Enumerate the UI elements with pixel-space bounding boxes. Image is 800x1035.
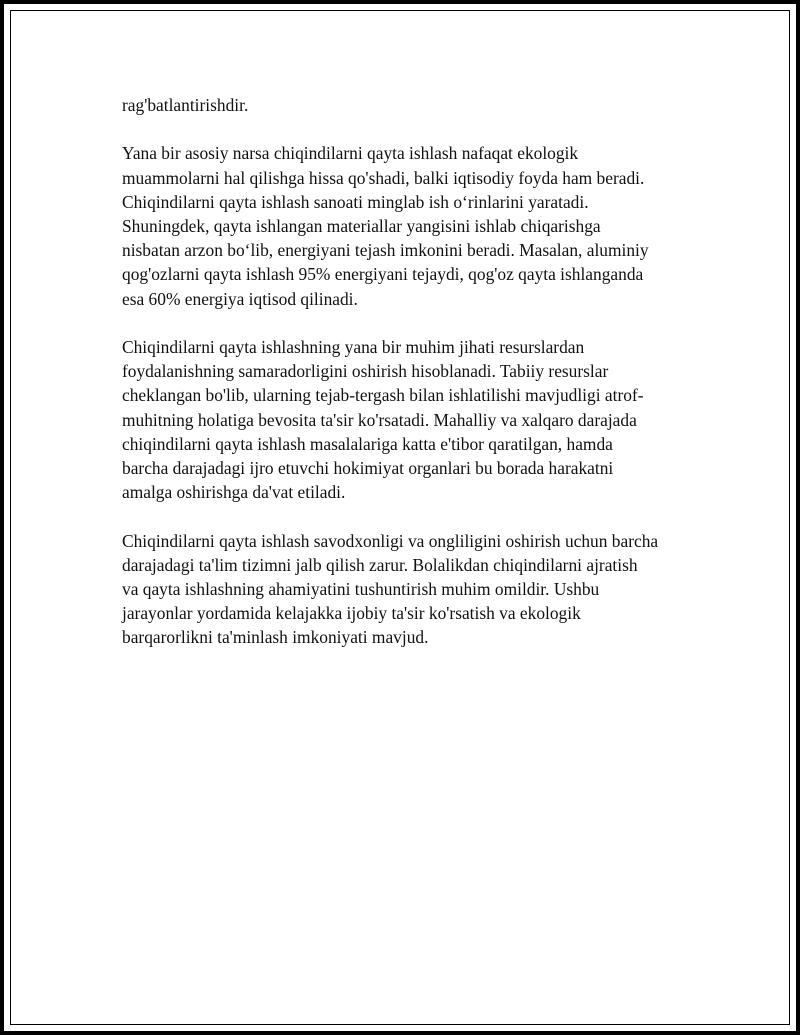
text-line: Shuningdek, qayta ishlangan materiallar yangisini ishlab chiqarishga	[122, 216, 601, 236]
text-line: qog'ozlarni qayta ishlash 95% energiyani tejaydi, qog'oz qayta ishlanganda	[122, 264, 644, 285]
paragraph-4	[122, 529, 692, 650]
text-line: barqarorlikni ta'minlash imkoniyati mavjud.	[122, 627, 429, 648]
paragraph-2	[122, 141, 692, 310]
text-line: chiqindilarni qayta ishlash masalalariga katta e'tibor qaratilgan, hamda	[122, 433, 613, 454]
text-line: Yana bir asosiy narsa chiqindilarni qayta ishlash nafaqat ekologik	[122, 143, 579, 164]
text-line: darajadagi ta'lim tizimni jalb qilish zarur. Bolalikdan chiqindilarni ajratish	[122, 554, 638, 575]
text-line: muammolarni hal qilishga hissa qo'shadi, balki iqtisodiy foyda ham beradi.	[122, 167, 645, 188]
paragraph-3	[122, 335, 692, 504]
text-line: Chiqindilarni qayta ishlash sanoati minglab ish o‘rinlarini yaratadi.	[122, 191, 589, 212]
text-line: jarayonlar yordamida kelajakka ijobiy ta'sir ko'rsatish va ekologik	[122, 603, 581, 624]
text-line: Chiqindilarni qayta ishlashning yana bir muhim jihati resurslardan	[122, 337, 585, 357]
text-line: cheklangan bo'lib, ularning tejab-tergash bilan ishlatilishi mavjudligi atrof-	[122, 385, 644, 406]
text-line: rag'batlantirishdir.	[122, 95, 249, 115]
text-line: va qayta ishlashning ahamiyatini tushuntirish muhim omildir. Ushbu	[122, 579, 600, 600]
text-line: barcha darajadagi ijro etuvchi hokimiyat organlari bu borada harakatni	[122, 458, 614, 479]
paragraph-1	[122, 93, 692, 117]
text-line: esa 60% energiya iqtisod qilinadi.	[122, 288, 358, 309]
text-line: muhitning holatiga bevosita ta'sir ko'rsatadi. Mahalliy va xalqaro darajada	[122, 409, 637, 430]
text-line: nisbatan arzon bo‘lib, energiyani tejash imkonini beradi. Masalan, aluminiy	[122, 240, 649, 261]
document-body	[122, 93, 692, 674]
text-line: foydalanishning samaradorligini oshirish hisoblanadi. Tabiiy resurslar	[122, 361, 609, 382]
text-line: Chiqindilarni qayta ishlash savodxonligi va ongliligini oshirish uchun barcha	[122, 530, 659, 551]
text-line: amalga oshirishga da'vat etiladi.	[122, 482, 346, 503]
